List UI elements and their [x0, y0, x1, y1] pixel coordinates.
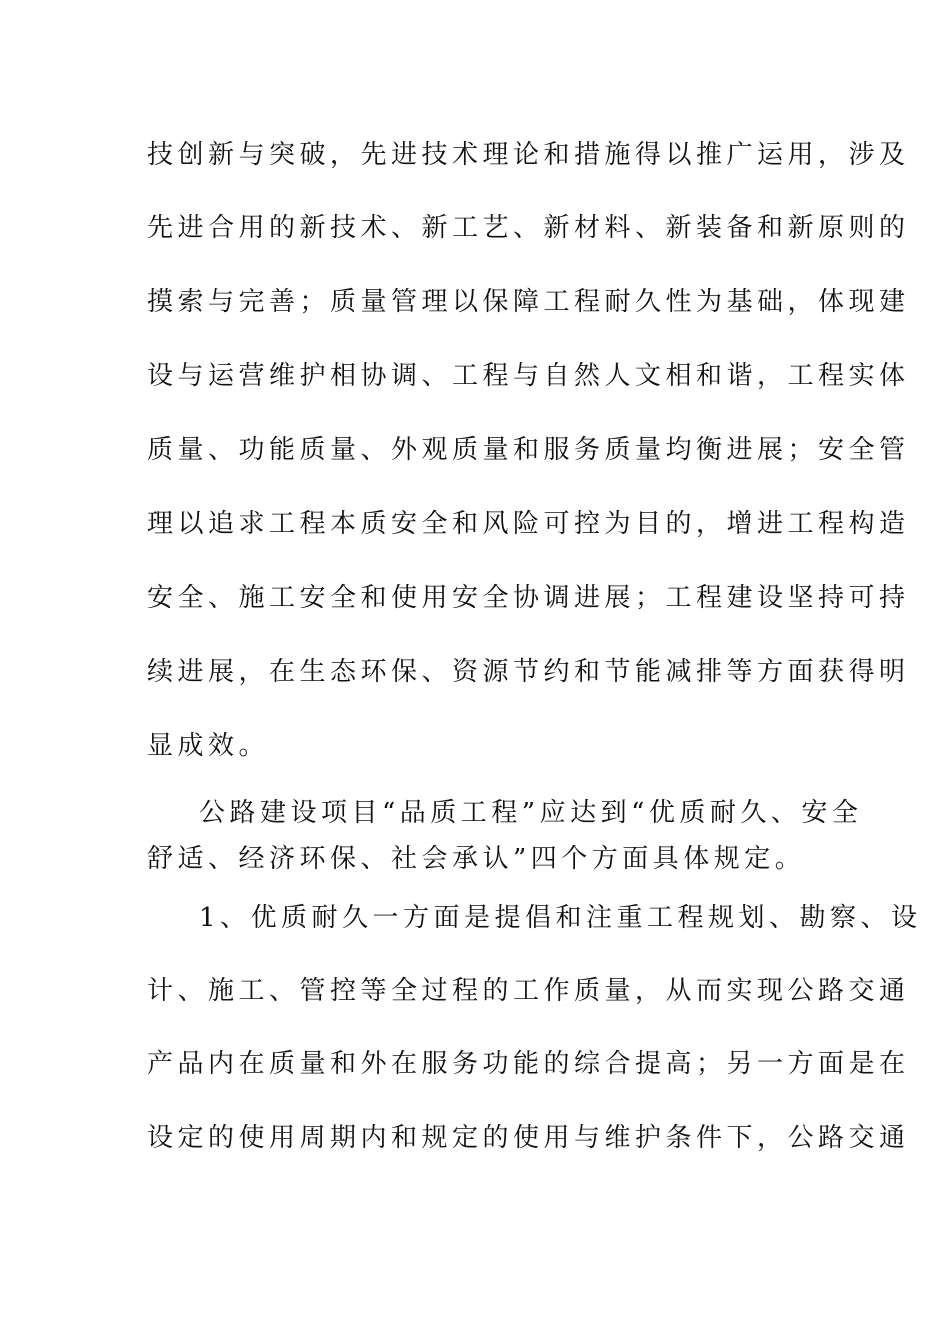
paragraph-line: 显成效。 [147, 731, 270, 761]
paragraph-line: 安全、施工安全和使用安全协调进展；工程建设坚持可持 [147, 583, 910, 613]
paragraph-line: 续进展，在生态环保、资源节约和节能减排等方面获得明 [147, 657, 910, 687]
paragraph-line: 质量、功能质量、外观质量和服务质量均衡进展；安全管 [147, 435, 910, 465]
paragraph-line: 技创新与突破，先进技术理论和措施得以推广运用，涉及 [147, 140, 910, 170]
paragraph-line: 摸索与完善；质量管理以保障工程耐久性为基础，体现建 [147, 287, 910, 317]
paragraph-line: 舒适、经济环保、社会承认”四个方面具体规定。 [147, 844, 806, 874]
paragraph-line: 计、施工、管控等全过程的工作质量，从而实现公路交通 [147, 976, 910, 1006]
paragraph-line: 设与运营维护相协调、工程与自然人文相和谐，工程实体 [147, 361, 910, 391]
paragraph-line: 1、优质耐久一方面是提倡和注重工程规划、勘察、设 [199, 903, 922, 933]
paragraph-line: 理以追求工程本质安全和风险可控为目的，增进工程构造 [147, 509, 910, 539]
paragraph-line: 产品内在质量和外在服务功能的综合提高；另一方面是在 [147, 1049, 910, 1079]
paragraph-line: 先进合用的新技术、新工艺、新材料、新装备和新原则的 [147, 213, 910, 243]
paragraph-line: 设定的使用周期内和规定的使用与维护条件下，公路交通 [147, 1123, 910, 1153]
paragraph-line: 公路建设项目“品质工程”应达到“优质耐久、安全 [199, 798, 863, 828]
